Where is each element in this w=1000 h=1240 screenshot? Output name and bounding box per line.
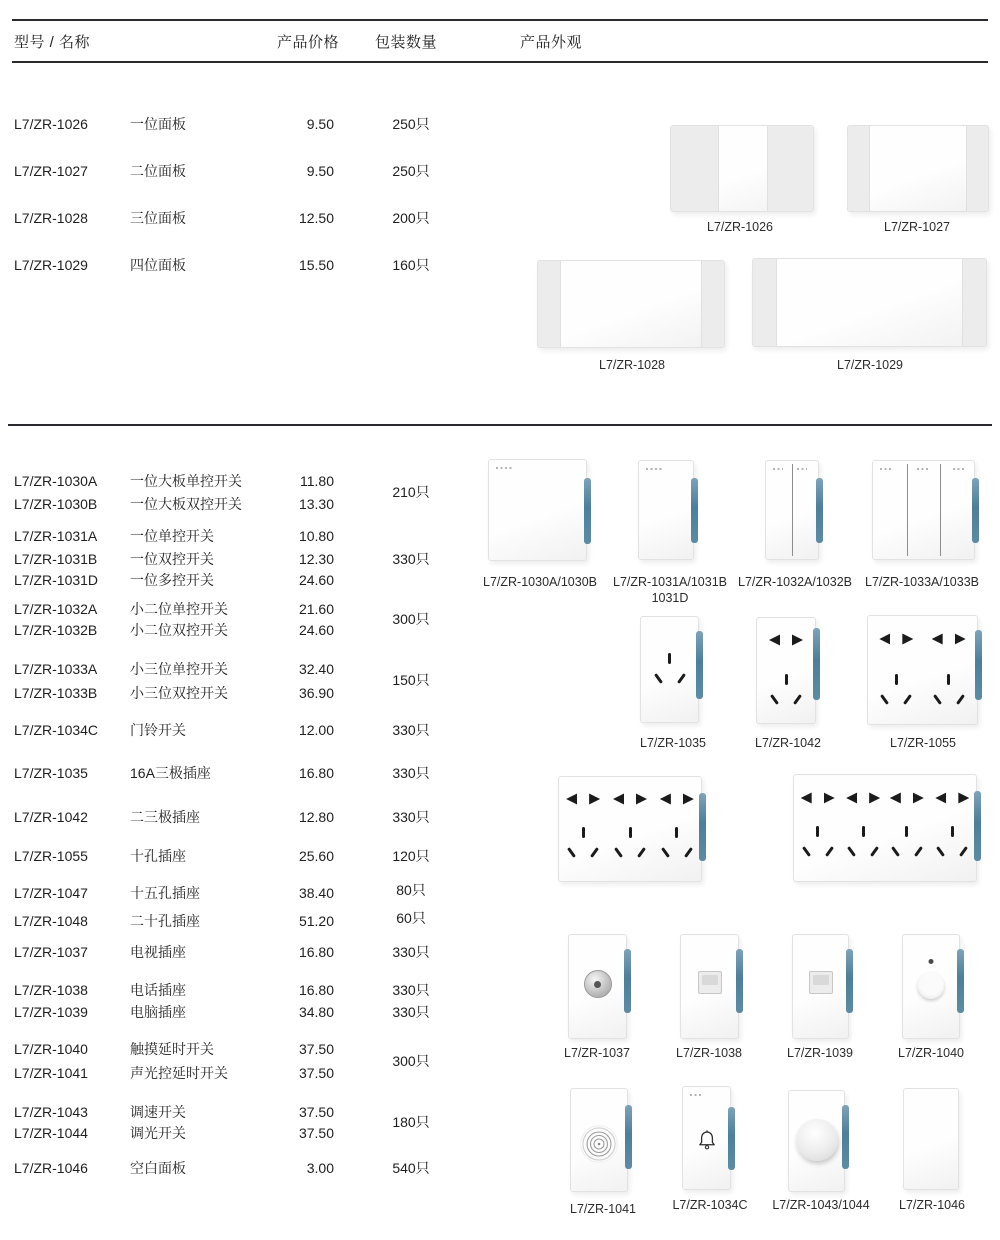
name-cell: 16A三极插座 <box>130 765 211 781</box>
two-pin-socket-holes <box>845 792 881 804</box>
model-cell: L7/ZR-1032A <box>14 601 98 617</box>
touch-button-icon <box>918 972 945 999</box>
brand-dots <box>953 468 965 470</box>
name-cell: 十五孔插座 <box>130 885 200 901</box>
qty-cell: 150只 <box>392 672 430 688</box>
touch-switch-panel-1040 <box>902 934 960 1039</box>
image-label: L7/ZR-1026 <box>706 220 774 234</box>
qty-cell: 180只 <box>392 1114 430 1130</box>
brand-dots <box>797 468 807 470</box>
model-cell: L7/ZR-1033A <box>14 661 98 677</box>
col-header-model: 型号 / 名称 <box>14 34 91 51</box>
qty-cell: 330只 <box>392 982 430 998</box>
switch-panel-1033 <box>872 460 975 560</box>
name-cell: 一位单控开关 <box>130 528 214 544</box>
name-cell: 一位双控开关 <box>130 551 214 567</box>
name-cell: 声光控延时开关 <box>130 1065 228 1081</box>
rotary-knob-icon <box>796 1119 838 1161</box>
price-cell: 15.50 <box>298 257 334 273</box>
two-pin-socket-holes <box>800 792 836 804</box>
model-cell: L7/ZR-1026 <box>14 116 88 132</box>
switch-panel-1031 <box>638 460 694 560</box>
model-cell: L7/ZR-1030B <box>14 496 98 512</box>
qty-cell: 60只 <box>396 910 426 926</box>
gang-divider <box>907 464 908 556</box>
name-cell: 电视插座 <box>130 944 186 960</box>
side-clip <box>842 1105 849 1169</box>
price-cell: 10.80 <box>298 528 334 544</box>
image-label: L7/ZR-1046 <box>898 1198 966 1212</box>
qty-cell: 80只 <box>396 882 426 898</box>
model-cell: L7/ZR-1029 <box>14 257 88 273</box>
brand-dots <box>496 467 513 469</box>
name-cell: 小三位单控开关 <box>130 661 228 677</box>
name-cell: 调速开关 <box>130 1104 186 1120</box>
dimmer-switch-panel-1043-1044 <box>788 1090 845 1192</box>
name-cell: 空白面板 <box>130 1160 186 1176</box>
image-label: L7/ZR-1041 <box>569 1202 637 1216</box>
price-cell: 32.40 <box>298 661 334 677</box>
two-pin-socket-holes <box>889 792 925 804</box>
image-label: L7/ZR-1033A/1033B <box>865 575 979 589</box>
model-cell: L7/ZR-1031B <box>14 551 98 567</box>
model-cell: L7/ZR-1030A <box>14 473 98 489</box>
image-label: L7/ZR-1037 <box>563 1046 631 1060</box>
name-cell: 三位面板 <box>130 210 186 226</box>
qty-cell: 330只 <box>392 1004 430 1020</box>
qty-cell: 330只 <box>392 722 430 738</box>
side-clip <box>972 478 979 543</box>
side-clip <box>813 628 820 700</box>
rj-port-icon <box>809 971 833 994</box>
plate-side-band <box>962 259 986 346</box>
name-cell: 二位面板 <box>130 163 186 179</box>
bell-icon <box>694 1127 720 1158</box>
speaker-rings-icon <box>580 1125 618 1163</box>
side-clip <box>957 949 964 1013</box>
name-cell: 一位大板单控开关 <box>130 473 242 489</box>
name-cell: 小二位单控开关 <box>130 601 228 617</box>
image-label: L7/ZR-1027 <box>883 220 951 234</box>
blank-panel-1046 <box>903 1088 959 1190</box>
image-label: L7/ZR-1029 <box>836 358 904 372</box>
name-cell: 十孔插座 <box>130 848 186 864</box>
qty-cell: 330只 <box>392 944 430 960</box>
model-cell: L7/ZR-1039 <box>14 1004 88 1020</box>
qty-cell: 200只 <box>392 210 430 226</box>
price-cell: 16.80 <box>298 765 334 781</box>
model-cell: L7/ZR-1047 <box>14 885 88 901</box>
three-pin-socket-holes <box>890 826 924 857</box>
price-cell: 12.00 <box>298 722 334 738</box>
side-clip <box>816 478 823 543</box>
plate-image-1026 <box>670 125 814 212</box>
image-label: L7/ZR-1035 <box>639 736 707 750</box>
two-pin-socket-holes <box>878 633 914 645</box>
name-cell: 小三位双控开关 <box>130 685 228 701</box>
model-cell: L7/ZR-1031A <box>14 528 98 544</box>
qty-cell: 330只 <box>392 809 430 825</box>
name-cell: 二三极插座 <box>130 809 200 825</box>
two-pin-socket-holes <box>931 633 967 645</box>
computer-socket-panel-1039 <box>792 934 849 1039</box>
three-pin-socket-holes <box>879 674 913 705</box>
model-cell: L7/ZR-1035 <box>14 765 88 781</box>
name-cell: 调光开关 <box>130 1125 186 1141</box>
image-label: L7/ZR-1042 <box>754 736 822 750</box>
model-cell: L7/ZR-1046 <box>14 1160 88 1176</box>
model-cell: L7/ZR-1044 <box>14 1125 88 1141</box>
price-cell: 36.90 <box>298 685 334 701</box>
plate-side-band <box>701 261 724 347</box>
price-cell: 12.30 <box>298 551 334 567</box>
price-cell: 51.20 <box>298 913 334 929</box>
price-cell: 38.40 <box>298 885 334 901</box>
price-cell: 12.50 <box>298 210 334 226</box>
three-pin-socket-holes <box>769 674 803 705</box>
table-row <box>14 255 474 275</box>
two-pin-socket-holes <box>934 792 970 804</box>
side-clip <box>696 631 703 699</box>
name-cell: 电话插座 <box>130 982 186 998</box>
side-clip <box>624 949 631 1013</box>
price-cell: 16.80 <box>298 982 334 998</box>
plate-side-band <box>767 126 813 211</box>
name-cell: 一位大板双控开关 <box>130 496 242 512</box>
three-pin-socket-holes <box>566 827 600 858</box>
side-clip <box>691 478 698 543</box>
image-label: L7/ZR-1040 <box>897 1046 965 1060</box>
image-label: L7/ZR-1034C <box>672 1198 748 1212</box>
socket-panel-1035 <box>640 616 699 723</box>
plate-side-band <box>966 126 988 211</box>
three-pin-socket-holes <box>801 826 835 857</box>
rj-port-icon <box>698 971 722 994</box>
price-cell: 16.80 <box>298 944 334 960</box>
side-clip <box>974 791 981 861</box>
side-clip <box>975 630 982 700</box>
qty-cell: 210只 <box>392 484 430 500</box>
price-cell: 24.60 <box>298 572 334 588</box>
col-header-qty: 包装数量 <box>375 34 438 51</box>
model-cell: L7/ZR-1048 <box>14 913 88 929</box>
price-cell: 21.60 <box>298 601 334 617</box>
name-cell: 二十孔插座 <box>130 913 200 929</box>
model-cell: L7/ZR-1037 <box>14 944 88 960</box>
brand-dots <box>773 468 783 470</box>
two-pin-socket-holes <box>659 793 695 805</box>
doorbell-switch-panel-1034C <box>682 1086 731 1190</box>
qty-cell: 250只 <box>392 116 430 132</box>
price-cell: 11.80 <box>300 473 334 489</box>
side-clip <box>728 1107 735 1170</box>
phone-socket-panel-1038 <box>680 934 739 1039</box>
image-label: L7/ZR-1031A/1031B <box>613 575 727 589</box>
price-cell: 37.50 <box>298 1041 334 1057</box>
plate-side-band <box>753 259 777 346</box>
socket-panel-1042 <box>756 617 816 724</box>
price-cell: 34.80 <box>298 1004 334 1020</box>
three-pin-socket-holes <box>846 826 880 857</box>
header-top-rule <box>12 19 988 21</box>
image-label: L7/ZR-1032A/1032B <box>738 575 852 589</box>
three-pin-socket-holes <box>935 826 969 857</box>
three-pin-socket-holes <box>613 827 647 858</box>
sound-light-switch-panel-1041 <box>570 1088 628 1192</box>
plate-side-band <box>671 126 719 211</box>
two-pin-socket-holes <box>768 634 804 646</box>
switch-panel-1032 <box>765 460 819 560</box>
col-header-price: 产品价格 <box>277 34 340 51</box>
qty-cell: 330只 <box>392 551 430 567</box>
plate-image-1029 <box>752 258 987 347</box>
price-cell: 37.50 <box>298 1125 334 1141</box>
side-clip <box>625 1105 632 1169</box>
name-cell: 四位面板 <box>130 257 186 273</box>
name-cell: 小二位双控开关 <box>130 622 228 638</box>
image-label: L7/ZR-1030A/1030B <box>483 575 597 589</box>
side-clip <box>699 793 706 861</box>
model-cell: L7/ZR-1040 <box>14 1041 88 1057</box>
socket-panel-1055 <box>867 615 978 725</box>
name-cell: 触摸延时开关 <box>130 1041 214 1057</box>
model-cell: L7/ZR-1031D <box>14 572 99 588</box>
two-pin-socket-holes <box>612 793 648 805</box>
model-cell: L7/ZR-1027 <box>14 163 88 179</box>
table-row <box>14 114 474 134</box>
model-cell: L7/ZR-1055 <box>14 848 88 864</box>
price-cell: 3.00 <box>306 1160 334 1176</box>
brand-dots <box>880 468 892 470</box>
table-row <box>14 161 474 181</box>
plate-image-1027 <box>847 125 989 212</box>
table-row <box>14 208 474 228</box>
name-cell: 电脑插座 <box>130 1004 186 1020</box>
qty-cell: 160只 <box>392 257 430 273</box>
plate-image-1028 <box>537 260 725 348</box>
image-label: L7/ZR-1028 <box>598 358 666 372</box>
image-label: L7/ZR-1039 <box>786 1046 854 1060</box>
price-cell: 13.30 <box>298 496 334 512</box>
qty-cell: 330只 <box>392 765 430 781</box>
coax-connector-icon <box>584 970 612 998</box>
indicator-led <box>929 959 934 964</box>
table-row <box>14 570 474 590</box>
price-cell: 25.60 <box>298 848 334 864</box>
two-pin-socket-holes <box>565 793 601 805</box>
qty-cell: 250只 <box>392 163 430 179</box>
price-cell: 9.50 <box>306 163 334 179</box>
qty-cell: 300只 <box>392 611 430 627</box>
image-label: L7/ZR-1055 <box>889 736 957 750</box>
name-cell: 门铃开关 <box>130 722 186 738</box>
model-cell: L7/ZR-1034C <box>14 722 99 738</box>
image-label: L7/ZR-1038 <box>675 1046 743 1060</box>
brand-dots <box>646 468 663 470</box>
price-cell: 24.60 <box>298 622 334 638</box>
table-row <box>14 526 474 546</box>
model-cell: L7/ZR-1042 <box>14 809 88 825</box>
name-cell: 一位面板 <box>130 116 186 132</box>
three-pin-socket-holes <box>653 653 687 684</box>
brand-dots <box>690 1094 702 1096</box>
header-bottom-rule <box>12 61 988 63</box>
side-clip <box>584 478 591 544</box>
model-cell: L7/ZR-1043 <box>14 1104 88 1120</box>
qty-cell: 120只 <box>392 848 430 864</box>
name-cell: 一位多控开关 <box>130 572 214 588</box>
image-label: L7/ZR-1043/1044 <box>772 1198 870 1212</box>
switch-panel-1030 <box>488 459 587 561</box>
three-pin-socket-holes <box>660 827 694 858</box>
image-label: 1031D <box>651 591 689 605</box>
tv-socket-panel-1037 <box>568 934 627 1039</box>
price-cell: 37.50 <box>298 1065 334 1081</box>
plate-side-band <box>848 126 870 211</box>
price-cell: 37.50 <box>298 1104 334 1120</box>
plate-side-band <box>538 261 561 347</box>
model-cell: L7/ZR-1033B <box>14 685 98 701</box>
side-clip <box>846 949 853 1013</box>
qty-cell: 540只 <box>392 1160 430 1176</box>
qty-cell: 300只 <box>392 1053 430 1069</box>
three-pin-socket-holes <box>932 674 966 705</box>
model-cell: L7/ZR-1028 <box>14 210 88 226</box>
brand-dots <box>917 468 929 470</box>
model-cell: L7/ZR-1038 <box>14 982 88 998</box>
price-cell: 12.80 <box>298 809 334 825</box>
gang-divider <box>792 464 793 556</box>
socket-panel-1048 <box>793 774 977 882</box>
socket-panel-1047 <box>558 776 702 882</box>
col-header-appearance: 产品外观 <box>520 34 583 51</box>
model-cell: L7/ZR-1032B <box>14 622 98 638</box>
section-divider-rule <box>8 424 992 426</box>
price-cell: 9.50 <box>306 116 334 132</box>
model-cell: L7/ZR-1041 <box>14 1065 88 1081</box>
gang-divider <box>940 464 941 556</box>
side-clip <box>736 949 743 1013</box>
